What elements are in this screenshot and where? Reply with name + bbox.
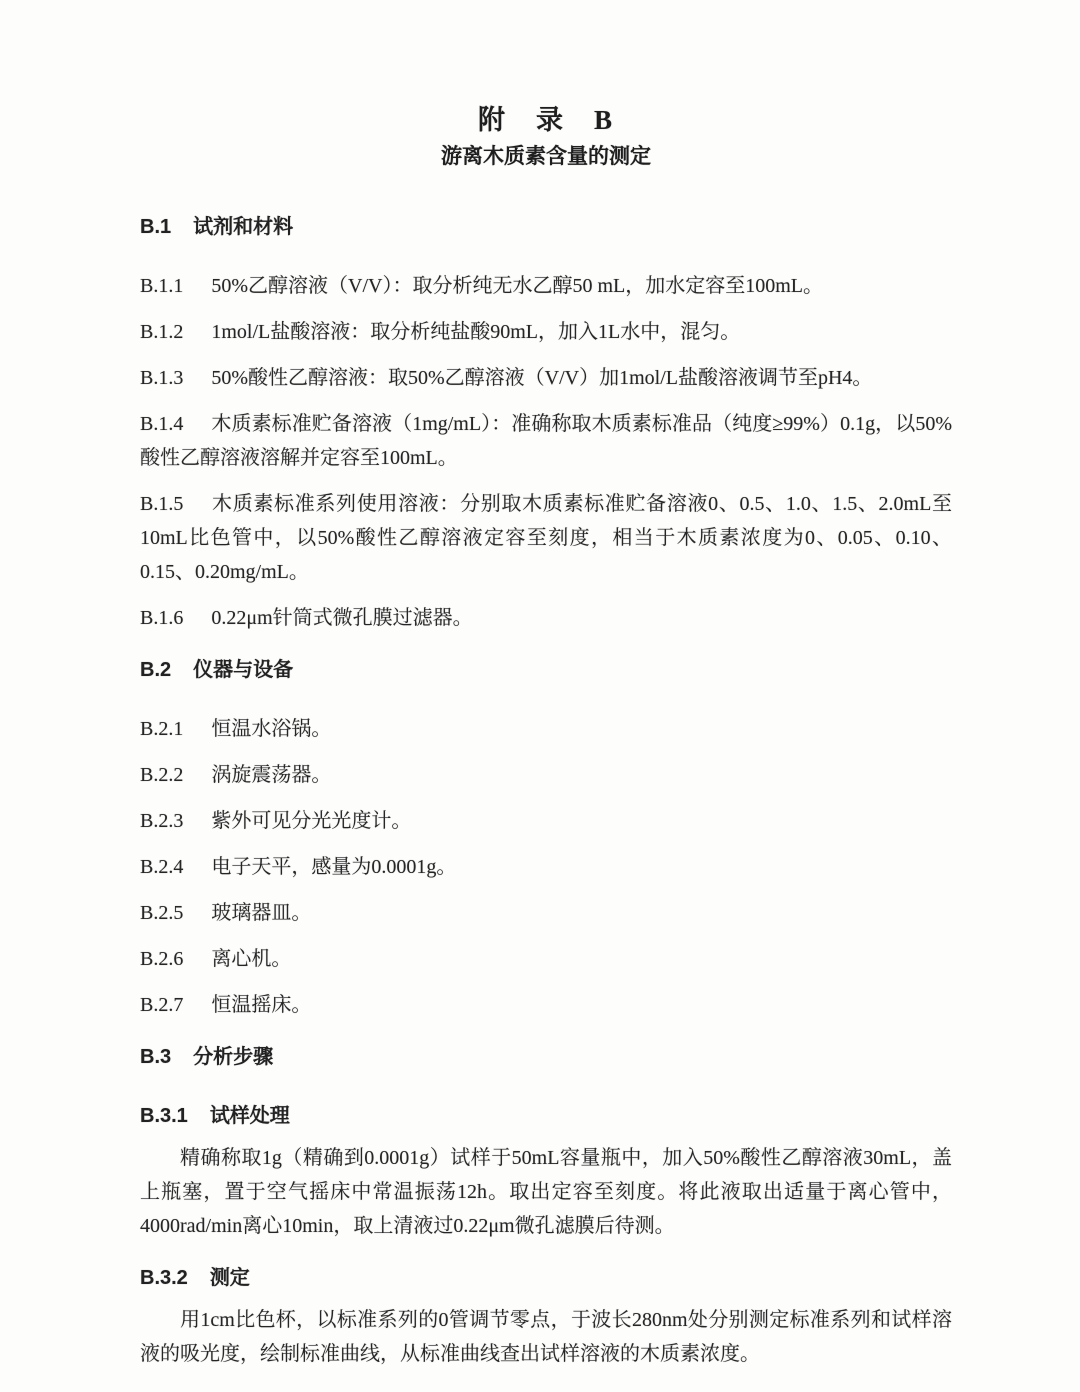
section-heading-b2 [140, 653, 952, 687]
clause-text: 紫外可见分光光度计。 [211, 810, 412, 832]
subsection-title: 测定 [209, 1267, 250, 1289]
clause-number: B.2.1 [140, 718, 184, 740]
clause-text: 电子天平，感量为0.0001g。 [211, 856, 457, 878]
clause-number: B.1.5 [140, 493, 184, 515]
subsection-heading-b32 [140, 1261, 952, 1295]
clause-text: 恒温水浴锅。 [211, 718, 332, 740]
clause-text: 离心机。 [211, 948, 292, 970]
clause-number: B.1.2 [140, 321, 184, 343]
clause-item [140, 712, 952, 746]
clause-text: 涡旋震荡器。 [211, 764, 332, 786]
appendix-subtitle: 游离木质素含量的测定 [441, 144, 651, 168]
section-title: 分析步骤 [193, 1046, 274, 1068]
section-title: 试剂和材料 [193, 216, 294, 238]
clause-text: 50%酸性乙醇溶液：取50%乙醇溶液（V/V）加1mol/L盐酸溶液调节至pH4。 [211, 367, 873, 389]
clause-text: 木质素标准系列使用溶液：分别取木质素标准贮备溶液0、0.5、1.0、1.5、2.0mL至10mL比色管中，以50%酸性乙醇溶液定容至刻度，相当于木质素浓度为0、0.05、0.10、0.15、0.20mg/mL。 [140, 493, 952, 583]
clause-number: B.2.4 [140, 856, 184, 878]
section-heading-b1 [140, 210, 952, 244]
clause-text: 木质素标准贮备溶液（1mg/mL）：准确称取木质素标准品（纯度≥99%）0.1g，以50%酸性乙醇溶液溶解并定容至100mL。 [140, 413, 952, 469]
clause-number: B.2.3 [140, 810, 184, 832]
section-number: B.1 [140, 216, 172, 238]
clause-text: 0.22μm针筒式微孔膜过滤器。 [211, 607, 473, 629]
clause-item [140, 407, 952, 475]
clause-item [140, 942, 952, 976]
clause-text: 玻璃器皿。 [211, 902, 312, 924]
clause-item [140, 601, 952, 635]
clause-number: B.2.2 [140, 764, 184, 786]
procedure-paragraph: 用1cm比色杯，以标准系列的0管调节零点，于波长280nm处分别测定标准系列和试样溶液的吸光度，绘制标准曲线，从标准曲线查出试样溶液的木质素浓度。 [140, 1309, 952, 1365]
clause-number: B.1.1 [140, 275, 184, 297]
clause-text: 恒温摇床。 [211, 994, 312, 1016]
section-number: B.2 [140, 659, 172, 681]
clause-item [140, 850, 952, 884]
section-number: B.3 [140, 1046, 172, 1068]
procedure-paragraph: 精确称取1g（精确到0.0001g）试样于50mL容量瓶中，加入50%酸性乙醇溶液30mL，盖上瓶塞，置于空气摇床中常温振荡12h。取出定容至刻度。将此液取出适量于离心管中，4000rad/min离心10min，取上清液过0.22μm微孔滤膜后待测。 [140, 1147, 952, 1237]
clause-number: B.1.3 [140, 367, 184, 389]
clause-item [140, 896, 952, 930]
clause-item [140, 315, 952, 349]
clause-item [140, 269, 952, 303]
section-title: 仪器与设备 [193, 659, 294, 681]
clause-number: B.3.1 [140, 1105, 188, 1127]
clause-number: B.2.7 [140, 994, 184, 1016]
section-heading-b3 [140, 1040, 952, 1074]
appendix-title: 附 录 B [477, 105, 614, 135]
clause-number: B.2.6 [140, 948, 184, 970]
clause-number: B.1.6 [140, 607, 184, 629]
clause-text: 1mol/L盐酸溶液：取分析纯盐酸90mL，加入1L水中，混匀。 [211, 321, 741, 343]
subsection-heading-b31 [140, 1099, 952, 1133]
clause-number: B.3.2 [140, 1267, 188, 1289]
clause-number: B.1.4 [140, 413, 184, 435]
subsection-title: 试样处理 [209, 1105, 290, 1127]
clause-number: B.2.5 [140, 902, 184, 924]
clause-item [140, 361, 952, 395]
clause-text: 50%乙醇溶液（V/V）：取分析纯无水乙醇50 mL，加水定容至100mL。 [211, 275, 823, 297]
clause-item [140, 758, 952, 792]
clause-item [140, 988, 952, 1022]
clause-item [140, 487, 952, 589]
clause-item [140, 804, 952, 838]
